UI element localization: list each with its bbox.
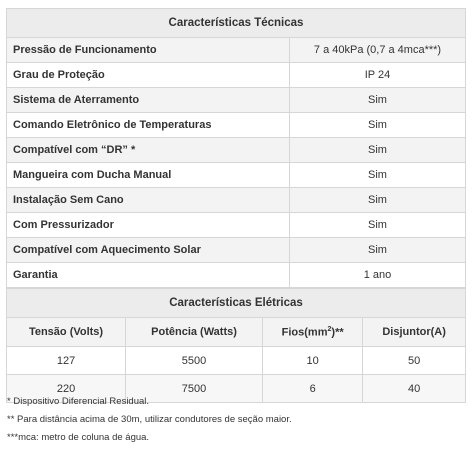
electrical-specs-table (6, 288, 466, 403)
table-row (7, 38, 466, 63)
spec-value: Sim (290, 213, 466, 238)
table-row (7, 113, 466, 138)
spec-label: Pressão de Funcionamento (7, 38, 290, 63)
footnote: ***mca: metro de coluna de água. (7, 432, 150, 443)
spec-value: Sim (290, 238, 466, 263)
spec-label: Sistema de Aterramento (7, 88, 290, 113)
table-row (7, 188, 466, 213)
spec-value: Sim (290, 163, 466, 188)
breaker-cell: 50 (363, 347, 466, 375)
spec-label: Grau de Proteção (7, 63, 290, 88)
column-header-breaker: Disjuntor(A) (363, 318, 466, 347)
table-row (7, 263, 466, 288)
electrical-specs-title: Características Elétricas (7, 289, 466, 318)
footnote: * Dispositivo Diferencial Residual. (7, 396, 150, 407)
voltage-cell: 220 (7, 375, 126, 403)
spec-value: Sim (290, 88, 466, 113)
table-row (7, 213, 466, 238)
footnote: ** Para distância acima de 30m, utilizar condutores de seção maior. (7, 414, 292, 425)
footnotes (7, 393, 292, 447)
column-header-wires (263, 318, 363, 347)
wires-header-suffix: )** (331, 326, 344, 339)
technical-specs-table (6, 8, 466, 288)
wires-cell: 10 (263, 347, 363, 375)
wires-header-text: Fios(mm (281, 326, 328, 339)
wires-header-superscript: 2 (327, 325, 332, 333)
breaker-cell: 40 (363, 375, 466, 403)
spec-label: Compatível com Aquecimento Solar (7, 238, 290, 263)
technical-specs-title: Características Técnicas (7, 9, 466, 38)
spec-value: Sim (290, 113, 466, 138)
spec-label: Mangueira com Ducha Manual (7, 163, 290, 188)
table-row (7, 238, 466, 263)
spec-value: 1 ano (290, 263, 466, 288)
power-cell: 7500 (126, 375, 263, 403)
spec-value: IP 24 (290, 63, 466, 88)
spec-label: Compatível com “DR” * (7, 138, 290, 163)
table-row (7, 138, 466, 163)
voltage-cell: 127 (7, 347, 126, 375)
table-row (7, 347, 466, 375)
column-header-voltage: Tensão (Volts) (7, 318, 126, 347)
power-cell: 5500 (126, 347, 263, 375)
spec-label: Comando Eletrônico de Temperaturas (7, 113, 290, 138)
spec-value: Sim (290, 188, 466, 213)
spec-label: Instalação Sem Cano (7, 188, 290, 213)
spec-label: Garantia (7, 263, 290, 288)
table-row (7, 163, 466, 188)
column-header-power: Potência (Watts) (126, 318, 263, 347)
table-row (7, 63, 466, 88)
wires-cell: 6 (263, 375, 363, 403)
spec-label: Com Pressurizador (7, 213, 290, 238)
table-row (7, 88, 466, 113)
spec-value: Sim (290, 138, 466, 163)
spec-value: 7 a 40kPa (0,7 a 4mca***) (290, 38, 466, 63)
